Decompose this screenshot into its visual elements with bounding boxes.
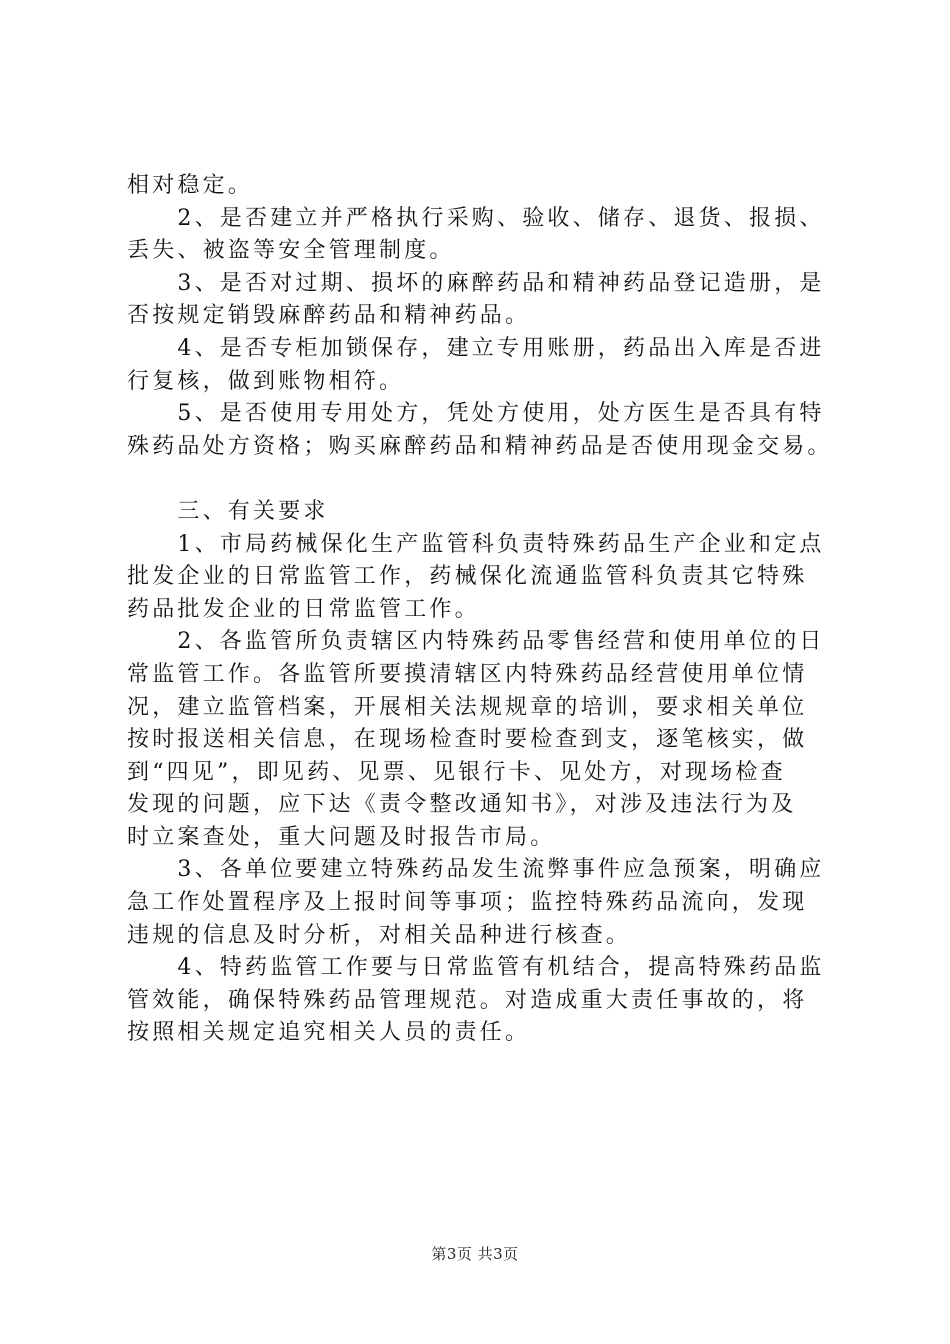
body-line: 急工作处置程序及上报时间等事项；监控特殊药品流向，发现 (127, 890, 808, 916)
body-line: 按时报送相关信息，在现场检查时要检查到支，逐笔核实，做 (127, 727, 808, 753)
body-line: 管效能，确保特殊药品管理规范。对造成重大责任事故的，将 (127, 987, 808, 1013)
body-line: 行复核，做到账物相符。 (127, 368, 405, 394)
body-line: 况，建立监管档案，开展相关法规规章的培训，要求相关单位 (127, 694, 808, 720)
body-line: 2、是否建立并严格执行采购、验收、储存、退货、报损、 (127, 205, 825, 231)
body-line: 发现的问题，应下达《责令整改通知书》，对涉及违法行为及 (127, 792, 797, 818)
page-footer (0, 1243, 950, 1264)
body-line: 到“四见”，即见药、见票、见银行卡、见处方，对现场检查 (127, 759, 786, 785)
body-line: 殊药品处方资格；购买麻醉药品和精神药品是否使用现金交易。 (127, 433, 833, 459)
body-line: 违规的信息及时分析，对相关品种进行核查。 (127, 922, 632, 948)
body-line: 丢失、被盗等安全管理制度。 (127, 238, 455, 264)
body-line: 按照相关规定追究相关人员的责任。 (127, 1020, 531, 1046)
body-line: 常监管工作。各监管所要摸清辖区内特殊药品经营使用单位情 (127, 661, 808, 687)
body-line: 4、特药监管工作要与日常监管有机结合，提高特殊药品监 (127, 955, 825, 981)
body-line: 时立案查处，重大问题及时报告市局。 (127, 824, 556, 850)
body-line: 1、市局药械保化生产监管科负责特殊药品生产企业和定点 (127, 531, 825, 557)
body-line: 3、各单位要建立特殊药品发生流弊事件应急预案，明确应 (127, 857, 825, 883)
paragraph-gap (127, 463, 839, 496)
document-body (127, 170, 839, 1050)
section-heading: 三、有关要求 (127, 498, 329, 524)
body-line: 2、各监管所负责辖区内特殊药品零售经营和使用单位的日 (127, 629, 825, 655)
body-line: 相对稳定。 (127, 173, 254, 198)
body-line: 4、是否专柜加锁保存，建立专用账册，药品出入库是否进 (127, 335, 825, 361)
body-line: 批发企业的日常监管工作，药械保化流通监管科负责其它特殊 (127, 564, 808, 590)
body-line: 药品批发企业的日常监管工作。 (127, 596, 480, 622)
page-number-label: 第3页 共3页 (431, 1245, 519, 1263)
body-line: 否按规定销毁麻醉药品和精神药品。 (127, 303, 531, 329)
body-line: 5、是否使用专用处方，凭处方使用，处方医生是否具有特 (127, 401, 825, 427)
body-line: 3、是否对过期、损坏的麻醉药品和精神药品登记造册，是 (127, 270, 825, 296)
